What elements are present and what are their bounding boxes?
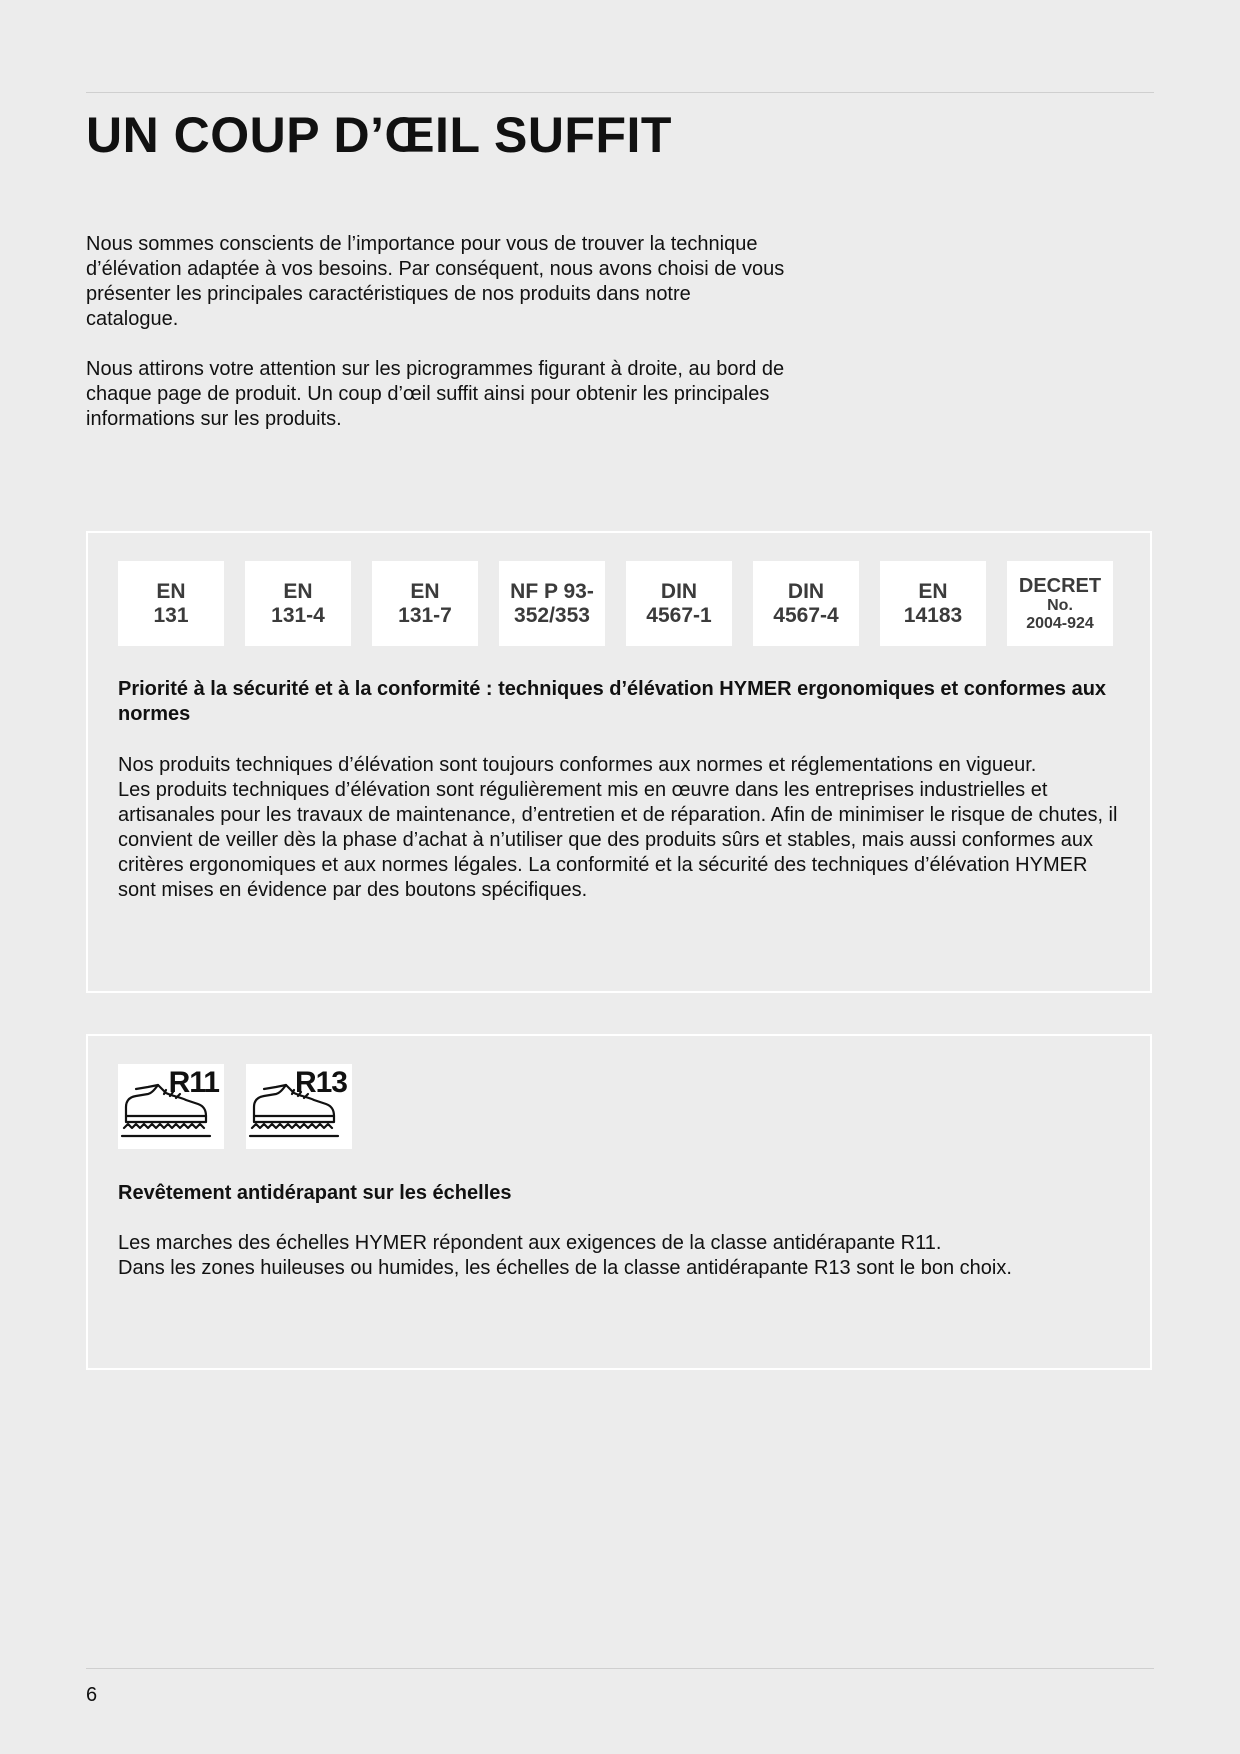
page-title: UN COUP D’ŒIL SUFFIT bbox=[86, 107, 672, 163]
norms-body-line: Nos produits techniques d’élévation sont toujours conformes aux normes et réglementations en vigueur. bbox=[118, 754, 1037, 776]
norms-body bbox=[118, 753, 1128, 903]
antislip-heading: Revêtement antidérapant sur les échelles bbox=[118, 1182, 512, 1204]
norm-badge bbox=[118, 561, 224, 646]
norm-badge bbox=[499, 561, 605, 646]
norms-panel bbox=[86, 531, 1152, 993]
norms-heading: Priorité à la sécurité et à la conformité : techniques d’élévation HYMER ergonomiques et conformes aux normes bbox=[118, 678, 1107, 725]
intro-paragraph: Nous attirons votre attention sur les picrogrammes figurant à droite, au bord de chaque page de produit. Un coup d’œil suffit ainsi pour obtenir les principales informations sur les produits. bbox=[86, 358, 785, 430]
top-divider bbox=[86, 92, 1154, 93]
antislip-badge-r13 bbox=[246, 1064, 352, 1149]
norm-badge bbox=[245, 561, 351, 646]
norm-badge-line1: DIN bbox=[787, 579, 825, 603]
antislip-body-line: Dans les zones huileuses ou humides, les échelles de la classe antidérapante R13 sont le bon choix. bbox=[118, 1257, 1012, 1279]
norm-badge-line2: 131-4 bbox=[271, 603, 325, 627]
norm-badge-line2: 131-7 bbox=[398, 603, 452, 627]
decret-badge bbox=[1007, 561, 1113, 646]
norm-badge bbox=[753, 561, 859, 646]
decret-badge-line1: DECRET bbox=[1018, 574, 1102, 597]
intro-paragraph: Nous sommes conscients de l’importance pour vous de trouver la technique d’élévation adaptée à vos besoins. Par conséquent, nous avons choisi de vous présenter les principales caractéristiques de nos produits dans notre catalogue. bbox=[86, 233, 785, 330]
norm-badge-line2: 14183 bbox=[903, 603, 963, 627]
norm-badge-line1: EN bbox=[156, 579, 186, 603]
norm-badge-line1: EN bbox=[918, 579, 948, 603]
antislip-body-line: Les marches des échelles HYMER répondent aux exigences de la classe antidérapante R11. bbox=[118, 1232, 942, 1254]
norm-badge-line1: EN bbox=[283, 579, 313, 603]
norm-badges bbox=[118, 561, 1113, 646]
norm-badge-line2: 131 bbox=[153, 603, 189, 627]
norm-badge bbox=[372, 561, 478, 646]
decret-badge-line2: No. bbox=[1047, 596, 1073, 614]
antislip-icons bbox=[118, 1064, 352, 1149]
bottom-divider bbox=[86, 1668, 1154, 1669]
norm-badge-line2: 352/353 bbox=[514, 603, 590, 627]
norms-body-line: Les produits techniques d’élévation sont régulièrement mis en œuvre dans les entreprises industrielles et artisanales pour les travaux de maintenance, d’entretien et de réparation. Afin de minimiser le risque de chutes, il convient de veiller dès la phase d’achat à n’utiliser que des produits sûrs et stables, mais aussi conformes aux critères ergonomiques et aux normes légales. La conformité et la sécurité des techniques d’élévation HYMER sont mises en évidence par des boutons spécifiques. bbox=[118, 779, 1118, 901]
norm-badge-line1: DIN bbox=[660, 579, 698, 603]
antislip-body bbox=[118, 1231, 1128, 1281]
decret-badge-line3: 2004-924 bbox=[1026, 614, 1094, 632]
antislip-class-label: R13 bbox=[294, 1066, 347, 1099]
intro-text bbox=[86, 232, 786, 457]
page-number: 6 bbox=[86, 1684, 98, 1706]
norm-badge-line1: EN bbox=[410, 579, 440, 603]
norm-badge bbox=[626, 561, 732, 646]
antislip-badge-r11 bbox=[118, 1064, 224, 1149]
norm-badge-line2: 4567-4 bbox=[773, 603, 839, 627]
antislip-panel bbox=[86, 1034, 1152, 1370]
norm-badge-line1: NF P 93- bbox=[510, 579, 594, 603]
antislip-class-label: R11 bbox=[168, 1066, 219, 1099]
norm-badge bbox=[880, 561, 986, 646]
norm-badge-line2: 4567-1 bbox=[646, 603, 712, 627]
